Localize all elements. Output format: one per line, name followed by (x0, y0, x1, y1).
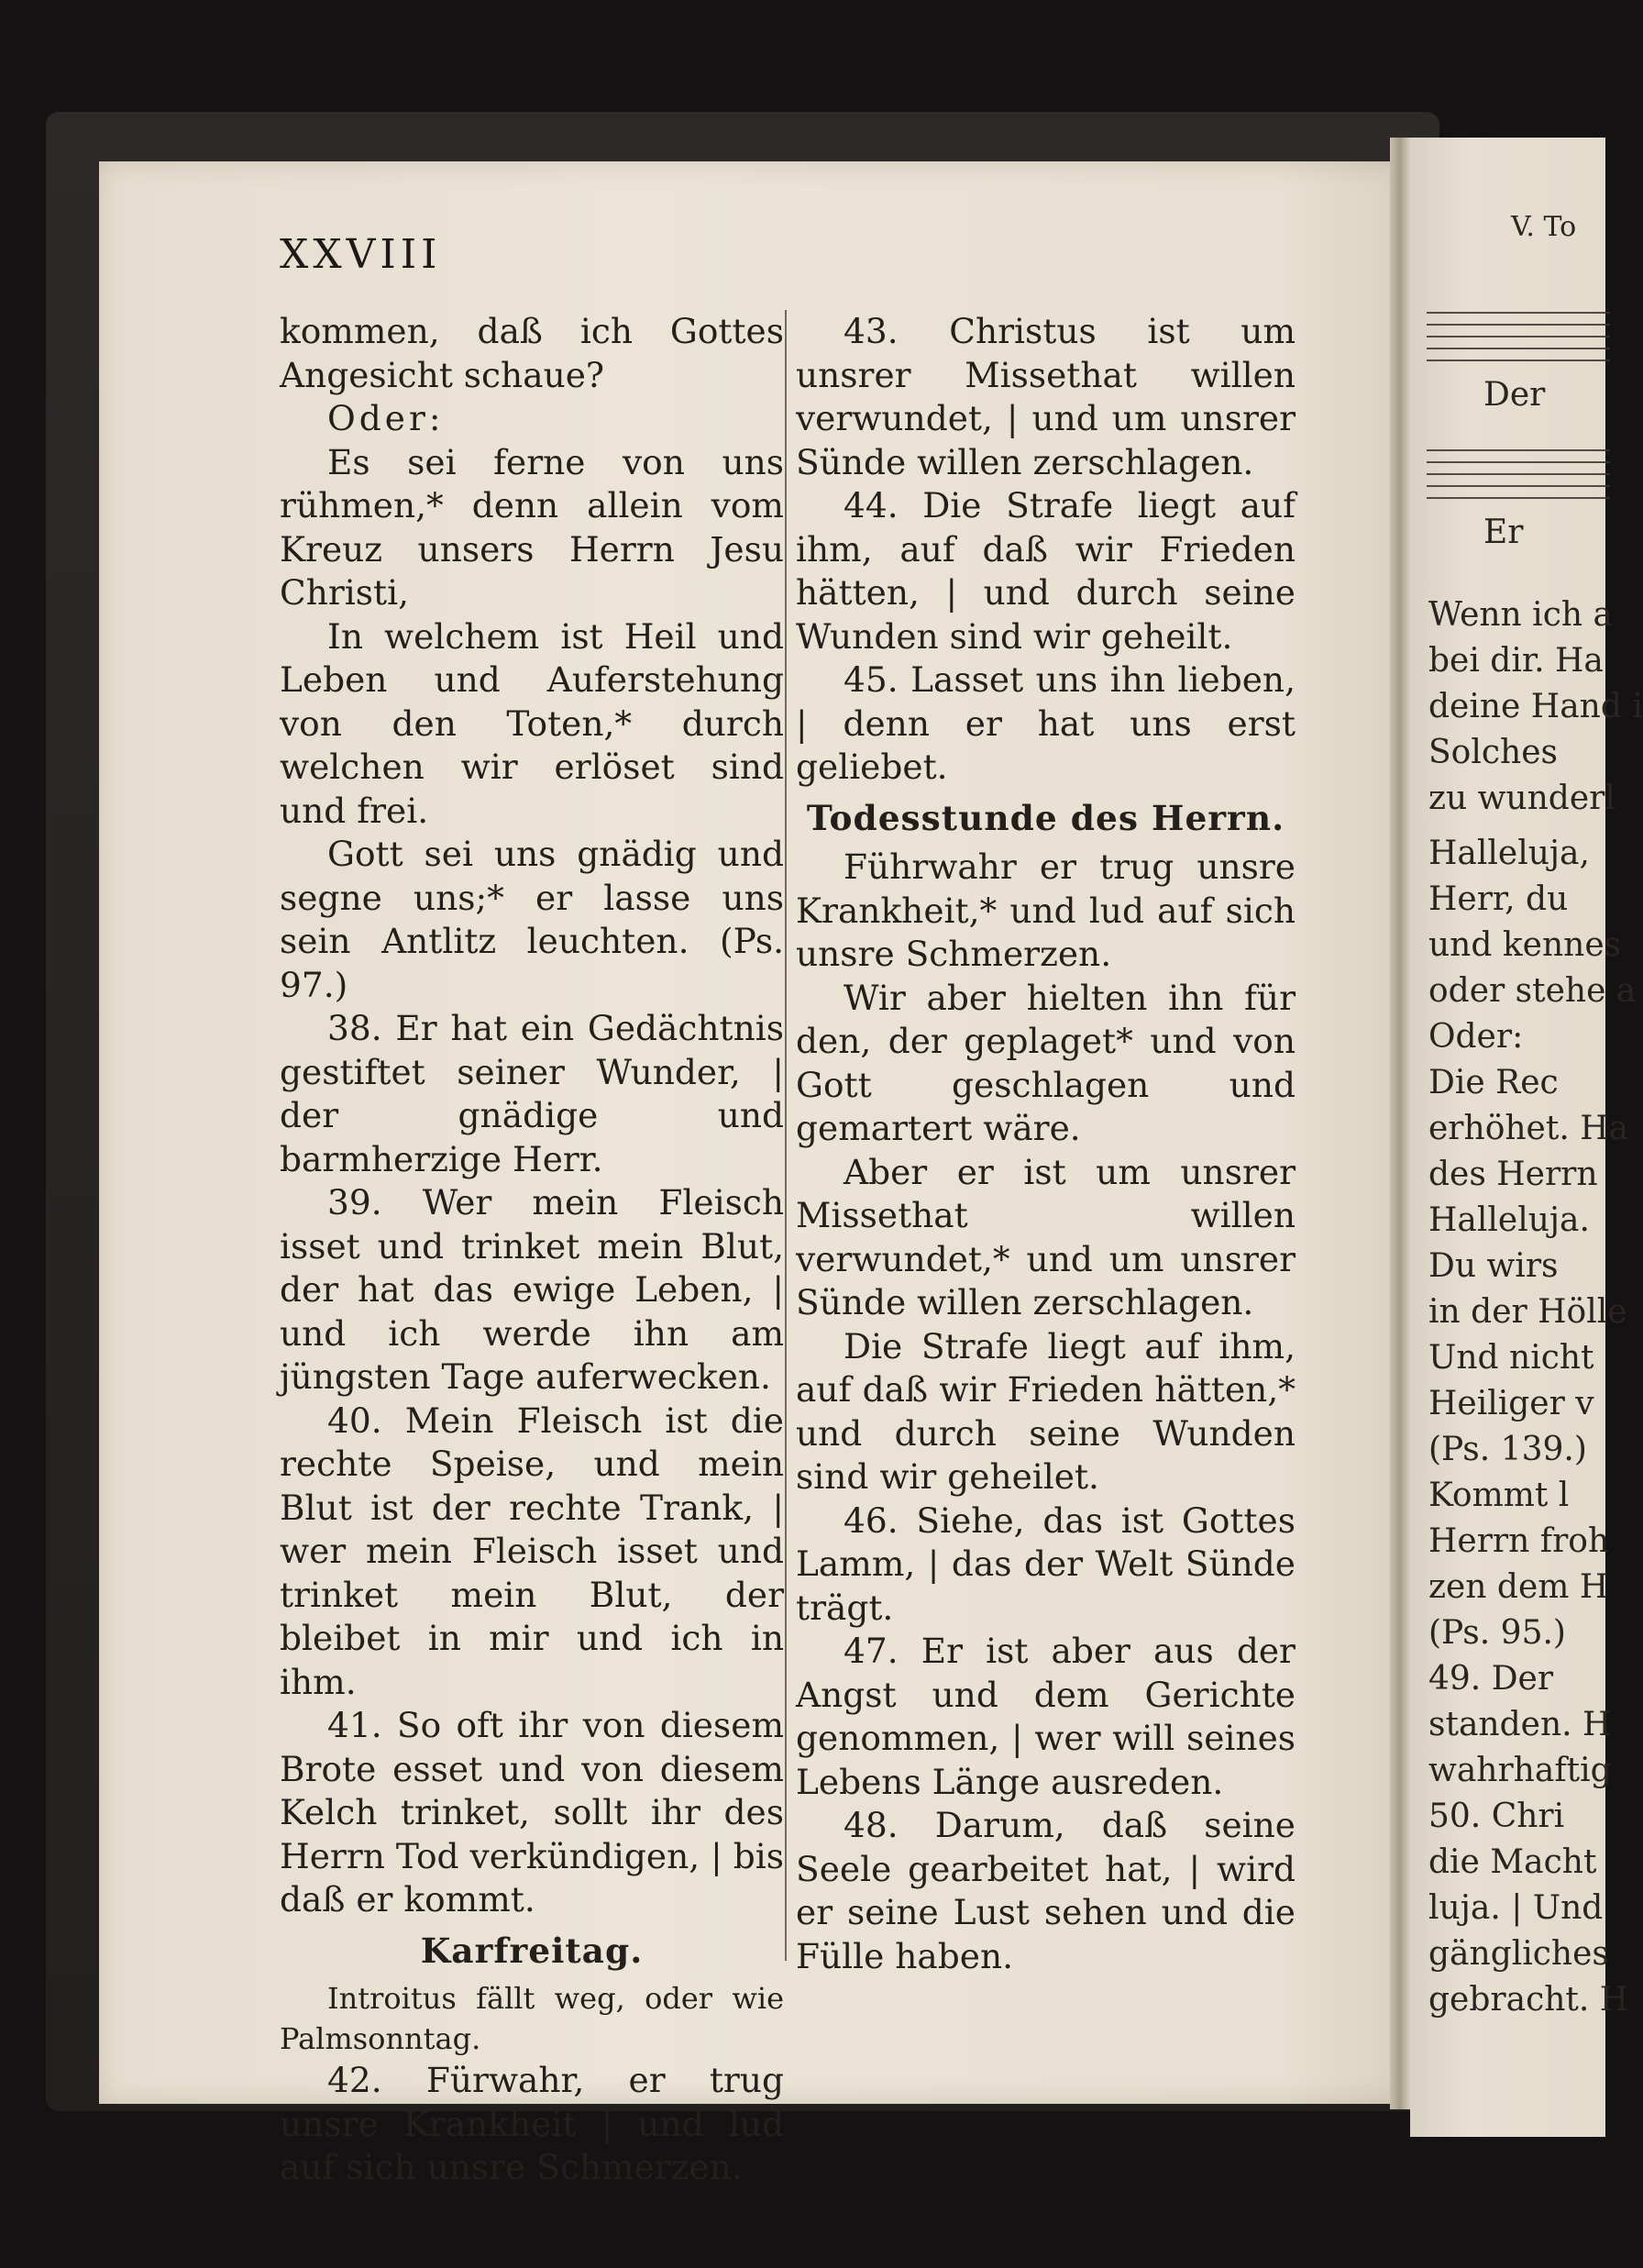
verse-paragraph: 46. Siehe, das ist Gottes Lamm, | das der Welt Sünde trägt. (796, 1499, 1296, 1628)
adjacent-page-line: Herrn froh (1428, 1522, 1610, 1560)
adjacent-page-line: zu wunderl (1428, 780, 1615, 817)
left-text-column (280, 310, 784, 2190)
adjacent-page-line: Kommt l (1428, 1477, 1570, 1514)
adjacent-page-line: Herr, du (1428, 880, 1569, 918)
adjacent-page-line: bei dir. Ha (1428, 642, 1604, 680)
adjacent-page-line: Er (1483, 514, 1524, 551)
adjacent-page-line: wahrhaftig (1428, 1752, 1612, 1789)
verse-paragraph: 43. Christus ist um unsrer Missethat willen verwundet, | und um unsrer Sünde willen zerschlagen. (796, 311, 1296, 482)
alternative-label: Oder: (327, 398, 445, 438)
music-staff-1 (1427, 312, 1610, 367)
adjacent-page-line: Halleluja. (1428, 1201, 1590, 1239)
adjacent-page-line: Solches (1428, 734, 1558, 771)
rubric-note: Introitus fällt weg, oder wie Palmsonntag. (280, 1981, 784, 2056)
column-divider (785, 310, 787, 1961)
adjacent-page-line: 49. Der (1428, 1660, 1554, 1698)
adjacent-page-line: erhöhet. Ha (1428, 1110, 1629, 1147)
page-number: XXVIII (280, 231, 442, 278)
verse-paragraph: In welchem ist Heil und Leben und Auferstehung von den Toten,* durch welchen wir erlöset sind und frei. (280, 615, 784, 831)
verse-paragraph: Gott sei uns gnädig und segne uns;* er lasse uns sein Antlitz leuchten. (Ps. 97.) (280, 834, 784, 1005)
section-heading: Todesstunde des Herrn. (806, 797, 1285, 838)
adjacent-page-line: gängliches (1428, 1935, 1609, 1973)
adjacent-page-line: oder stehe a (1428, 972, 1637, 1010)
verse-continuation: kommen, daß ich Gottes Angesicht schaue? (280, 311, 784, 395)
adjacent-page-line: Und nicht (1428, 1339, 1594, 1377)
adjacent-page-line: standen. H (1428, 1706, 1612, 1743)
adjacent-page-line: Heiliger v (1428, 1385, 1594, 1422)
adjacent-page-line: zen dem H (1428, 1568, 1609, 1606)
adjacent-page-line: und kennes (1428, 926, 1622, 964)
adjacent-page-line: des Herrn (1428, 1156, 1598, 1193)
book-gutter (1390, 138, 1410, 2109)
verse-paragraph: 48. Darum, daß seine Seele gearbeitet hat, | wird er seine Lust sehen und die Fülle haben. (796, 1805, 1296, 1976)
section-heading: Karfreitag. (420, 1930, 644, 1971)
verse-paragraph: 42. Fürwahr, er trug unsre Krankheit | und lud auf sich unsre Schmerzen. (280, 2060, 784, 2187)
adjacent-page-line: 50. Chri (1428, 1798, 1565, 1835)
adjacent-page-line: Die Rec (1428, 1064, 1559, 1101)
verse-paragraph: 44. Die Strafe liegt auf ihm, auf daß wir Frieden hätten, | und durch seine Wunden sind wir geheilt. (796, 485, 1296, 657)
adjacent-page-line: Der (1483, 376, 1546, 414)
music-staff-2 (1427, 449, 1610, 504)
right-text-column (796, 310, 1296, 1978)
adjacent-page (1410, 138, 1643, 2137)
adjacent-page-line: Wenn ich a (1428, 596, 1613, 634)
verse-paragraph: Aber er ist um unsrer Missethat willen verwundet,* und um unsrer Sünde willen zerschlagen. (796, 1151, 1296, 1322)
verse-paragraph: 41. So oft ihr von diesem Brote esset und von diesem Kelch trinket, sollt ihr des Herrn Tod verkündigen, | bis daß er kommt. (280, 1705, 784, 1920)
adjacent-page-line: in der Hölle (1428, 1293, 1627, 1331)
adjacent-page-line: V. To (1511, 211, 1577, 243)
verse-paragraph: 47. Er ist aber aus der Angst und dem Gerichte genommen, | wer will seines Lebens Länge ausreden. (796, 1631, 1296, 1802)
adjacent-page-line: Halleluja, (1428, 835, 1590, 872)
verse-paragraph: 39. Wer mein Fleisch isset und trinket mein Blut, der hat das ewige Leben, | und ich werde ihn am jüngsten Tage auferwecken. (280, 1182, 784, 1397)
verse-paragraph: 38. Er hat ein Gedächtnis gestiftet seiner Wunder, | der gnädige und barmherzige Herr. (280, 1008, 784, 1179)
adjacent-page-line: (Ps. 139.) (1428, 1431, 1587, 1468)
adjacent-page-line: gebracht. H (1428, 1981, 1629, 2019)
verse-paragraph: 45. Lasset uns ihn lieben, | denn er hat uns erst geliebet. (796, 659, 1296, 787)
verse-paragraph: Wir aber hielten ihn für den, der geplaget* und von Gott geschlagen und gemartert wäre. (796, 977, 1296, 1148)
verse-paragraph: Es sei ferne von uns rühmen,* denn allein vom Kreuz unsers Herrn Jesu Christi, (280, 441, 784, 613)
verse-paragraph: Führwahr er trug unsre Krankheit,* und lud auf sich unsre Schmerzen. (796, 846, 1296, 974)
adjacent-page-line: luja. | Und (1428, 1889, 1604, 1927)
adjacent-page-line: (Ps. 95.) (1428, 1614, 1566, 1652)
adjacent-page-line: die Macht (1428, 1843, 1597, 1881)
adjacent-page-line: Oder: (1428, 1018, 1524, 1056)
adjacent-page-line: Du wirs (1428, 1247, 1559, 1285)
adjacent-page-line: deine Hand i (1428, 688, 1643, 725)
verse-paragraph: 40. Mein Fleisch ist die rechte Speise, und mein Blut ist der rechte Trank, | wer mein Fleisch isset und trinket mein Blut, der bleibet in mir und ich in ihm. (280, 1400, 784, 1702)
verse-paragraph: Die Strafe liegt auf ihm, auf daß wir Frieden hätten,* und durch seine Wunden sind wir geheilet. (796, 1325, 1296, 1497)
